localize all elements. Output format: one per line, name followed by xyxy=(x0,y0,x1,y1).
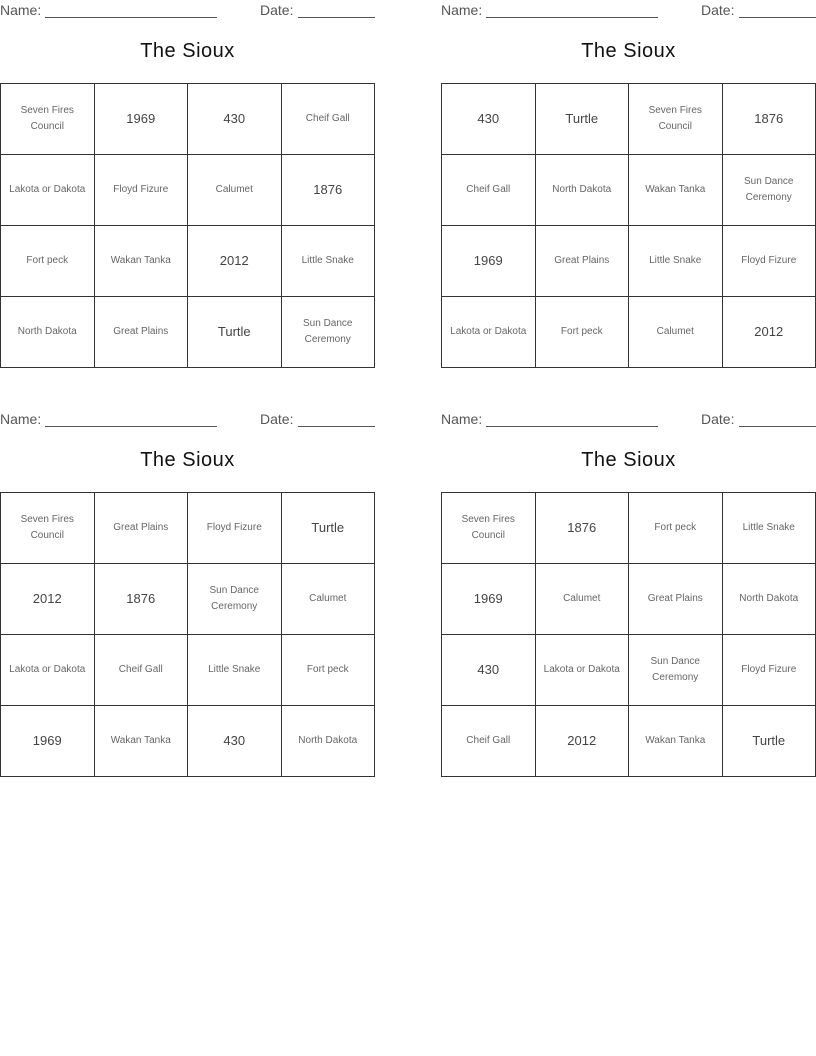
grid-cell: 430 xyxy=(442,84,536,155)
grid-cell: Great Plains xyxy=(94,493,188,564)
name-label: Name: xyxy=(441,2,483,18)
grid-cell: 1969 xyxy=(442,226,536,297)
grid-cell: Floyd Fizure xyxy=(188,493,282,564)
grid-row xyxy=(442,155,816,226)
grid-cell: 2012 xyxy=(535,706,629,777)
name-blank-line[interactable] xyxy=(45,17,217,18)
date-label: Date: xyxy=(260,411,294,427)
date-blank-line[interactable] xyxy=(298,17,375,18)
grid-cell: Lakota or Dakota xyxy=(442,297,536,368)
card-title: The Sioux xyxy=(140,449,235,471)
name-label: Name: xyxy=(441,411,483,427)
grid-cell: 1876 xyxy=(94,564,188,635)
card-title: The Sioux xyxy=(140,40,235,62)
grid-cell: Little Snake xyxy=(188,635,282,706)
date-label: Date: xyxy=(701,411,735,427)
grid-cell: 2012 xyxy=(188,226,282,297)
bingo-grid xyxy=(441,492,816,777)
grid-cell: 2012 xyxy=(1,564,95,635)
grid-cell: Turtle xyxy=(722,706,816,777)
grid-cell: Seven Fires Council xyxy=(1,84,95,155)
date-blank-line[interactable] xyxy=(298,426,375,427)
card-title: The Sioux xyxy=(581,40,676,62)
date-blank-line[interactable] xyxy=(739,17,816,18)
grid-cell: Floyd Fizure xyxy=(722,635,816,706)
grid-cell: Sun Dance Ceremony xyxy=(629,635,723,706)
grid-cell: Seven Fires Council xyxy=(442,493,536,564)
grid-cell: North Dakota xyxy=(535,155,629,226)
grid-cell: Turtle xyxy=(535,84,629,155)
grid-row xyxy=(442,226,816,297)
card-title: The Sioux xyxy=(581,449,676,471)
name-blank-line[interactable] xyxy=(486,426,658,427)
grid-row xyxy=(442,564,816,635)
grid-cell: 430 xyxy=(188,84,282,155)
grid-cell: 1969 xyxy=(442,564,536,635)
name-label: Name: xyxy=(0,411,42,427)
grid-cell: Calumet xyxy=(188,155,282,226)
grid-cell: 1876 xyxy=(281,155,375,226)
grid-row xyxy=(1,84,375,155)
grid-cell: Great Plains xyxy=(535,226,629,297)
grid-cell: 2012 xyxy=(722,297,816,368)
grid-cell: Great Plains xyxy=(629,564,723,635)
grid-row xyxy=(442,84,816,155)
grid-cell: Calumet xyxy=(535,564,629,635)
name-blank-line[interactable] xyxy=(45,426,217,427)
grid-cell: Lakota or Dakota xyxy=(1,635,95,706)
grid-cell: Fort peck xyxy=(629,493,723,564)
grid-cell: North Dakota xyxy=(1,297,95,368)
card-header xyxy=(0,411,375,431)
date-label: Date: xyxy=(701,2,735,18)
bingo-card xyxy=(0,409,375,774)
grid-cell: 1876 xyxy=(535,493,629,564)
card-header xyxy=(441,2,816,22)
grid-cell: Wakan Tanka xyxy=(629,155,723,226)
card-header xyxy=(441,411,816,431)
grid-cell: Fort peck xyxy=(535,297,629,368)
grid-cell: 430 xyxy=(188,706,282,777)
grid-cell: Seven Fires Council xyxy=(629,84,723,155)
grid-cell: Fort peck xyxy=(281,635,375,706)
grid-cell: Sun Dance Ceremony xyxy=(722,155,816,226)
grid-cell: Cheif Gall xyxy=(442,706,536,777)
grid-cell: Seven Fires Council xyxy=(1,493,95,564)
name-blank-line[interactable] xyxy=(486,17,658,18)
grid-cell: 1969 xyxy=(1,706,95,777)
grid-cell: Floyd Fizure xyxy=(722,226,816,297)
grid-row xyxy=(1,635,375,706)
grid-cell: Cheif Gall xyxy=(94,635,188,706)
grid-cell: Sun Dance Ceremony xyxy=(188,564,282,635)
grid-row xyxy=(1,155,375,226)
grid-row xyxy=(1,564,375,635)
grid-cell: North Dakota xyxy=(722,564,816,635)
grid-row xyxy=(1,297,375,368)
bingo-card xyxy=(441,0,816,365)
date-label: Date: xyxy=(260,2,294,18)
grid-row xyxy=(442,297,816,368)
grid-cell: Turtle xyxy=(188,297,282,368)
date-blank-line[interactable] xyxy=(739,426,816,427)
name-label: Name: xyxy=(0,2,42,18)
bingo-card xyxy=(0,0,375,365)
grid-row xyxy=(1,493,375,564)
bingo-grid xyxy=(441,83,816,368)
grid-cell: Little Snake xyxy=(629,226,723,297)
grid-row xyxy=(1,226,375,297)
grid-cell: Lakota or Dakota xyxy=(535,635,629,706)
grid-cell: Floyd Fizure xyxy=(94,155,188,226)
grid-cell: Sun Dance Ceremony xyxy=(281,297,375,368)
grid-cell: Wakan Tanka xyxy=(629,706,723,777)
grid-cell: Wakan Tanka xyxy=(94,706,188,777)
grid-row xyxy=(1,706,375,777)
grid-cell: North Dakota xyxy=(281,706,375,777)
grid-cell: Little Snake xyxy=(722,493,816,564)
grid-cell: 1876 xyxy=(722,84,816,155)
grid-cell: Cheif Gall xyxy=(281,84,375,155)
grid-cell: Little Snake xyxy=(281,226,375,297)
card-header xyxy=(0,2,375,22)
bingo-grid xyxy=(0,492,375,777)
grid-cell: Great Plains xyxy=(94,297,188,368)
grid-cell: Lakota or Dakota xyxy=(1,155,95,226)
grid-cell: Turtle xyxy=(281,493,375,564)
grid-row xyxy=(442,493,816,564)
grid-cell: Fort peck xyxy=(1,226,95,297)
bingo-card xyxy=(441,409,816,774)
grid-cell: Wakan Tanka xyxy=(94,226,188,297)
grid-cell: Cheif Gall xyxy=(442,155,536,226)
bingo-grid xyxy=(0,83,375,368)
grid-cell: Calumet xyxy=(629,297,723,368)
grid-row xyxy=(442,635,816,706)
grid-cell: Calumet xyxy=(281,564,375,635)
grid-row xyxy=(442,706,816,777)
grid-cell: 430 xyxy=(442,635,536,706)
grid-cell: 1969 xyxy=(94,84,188,155)
